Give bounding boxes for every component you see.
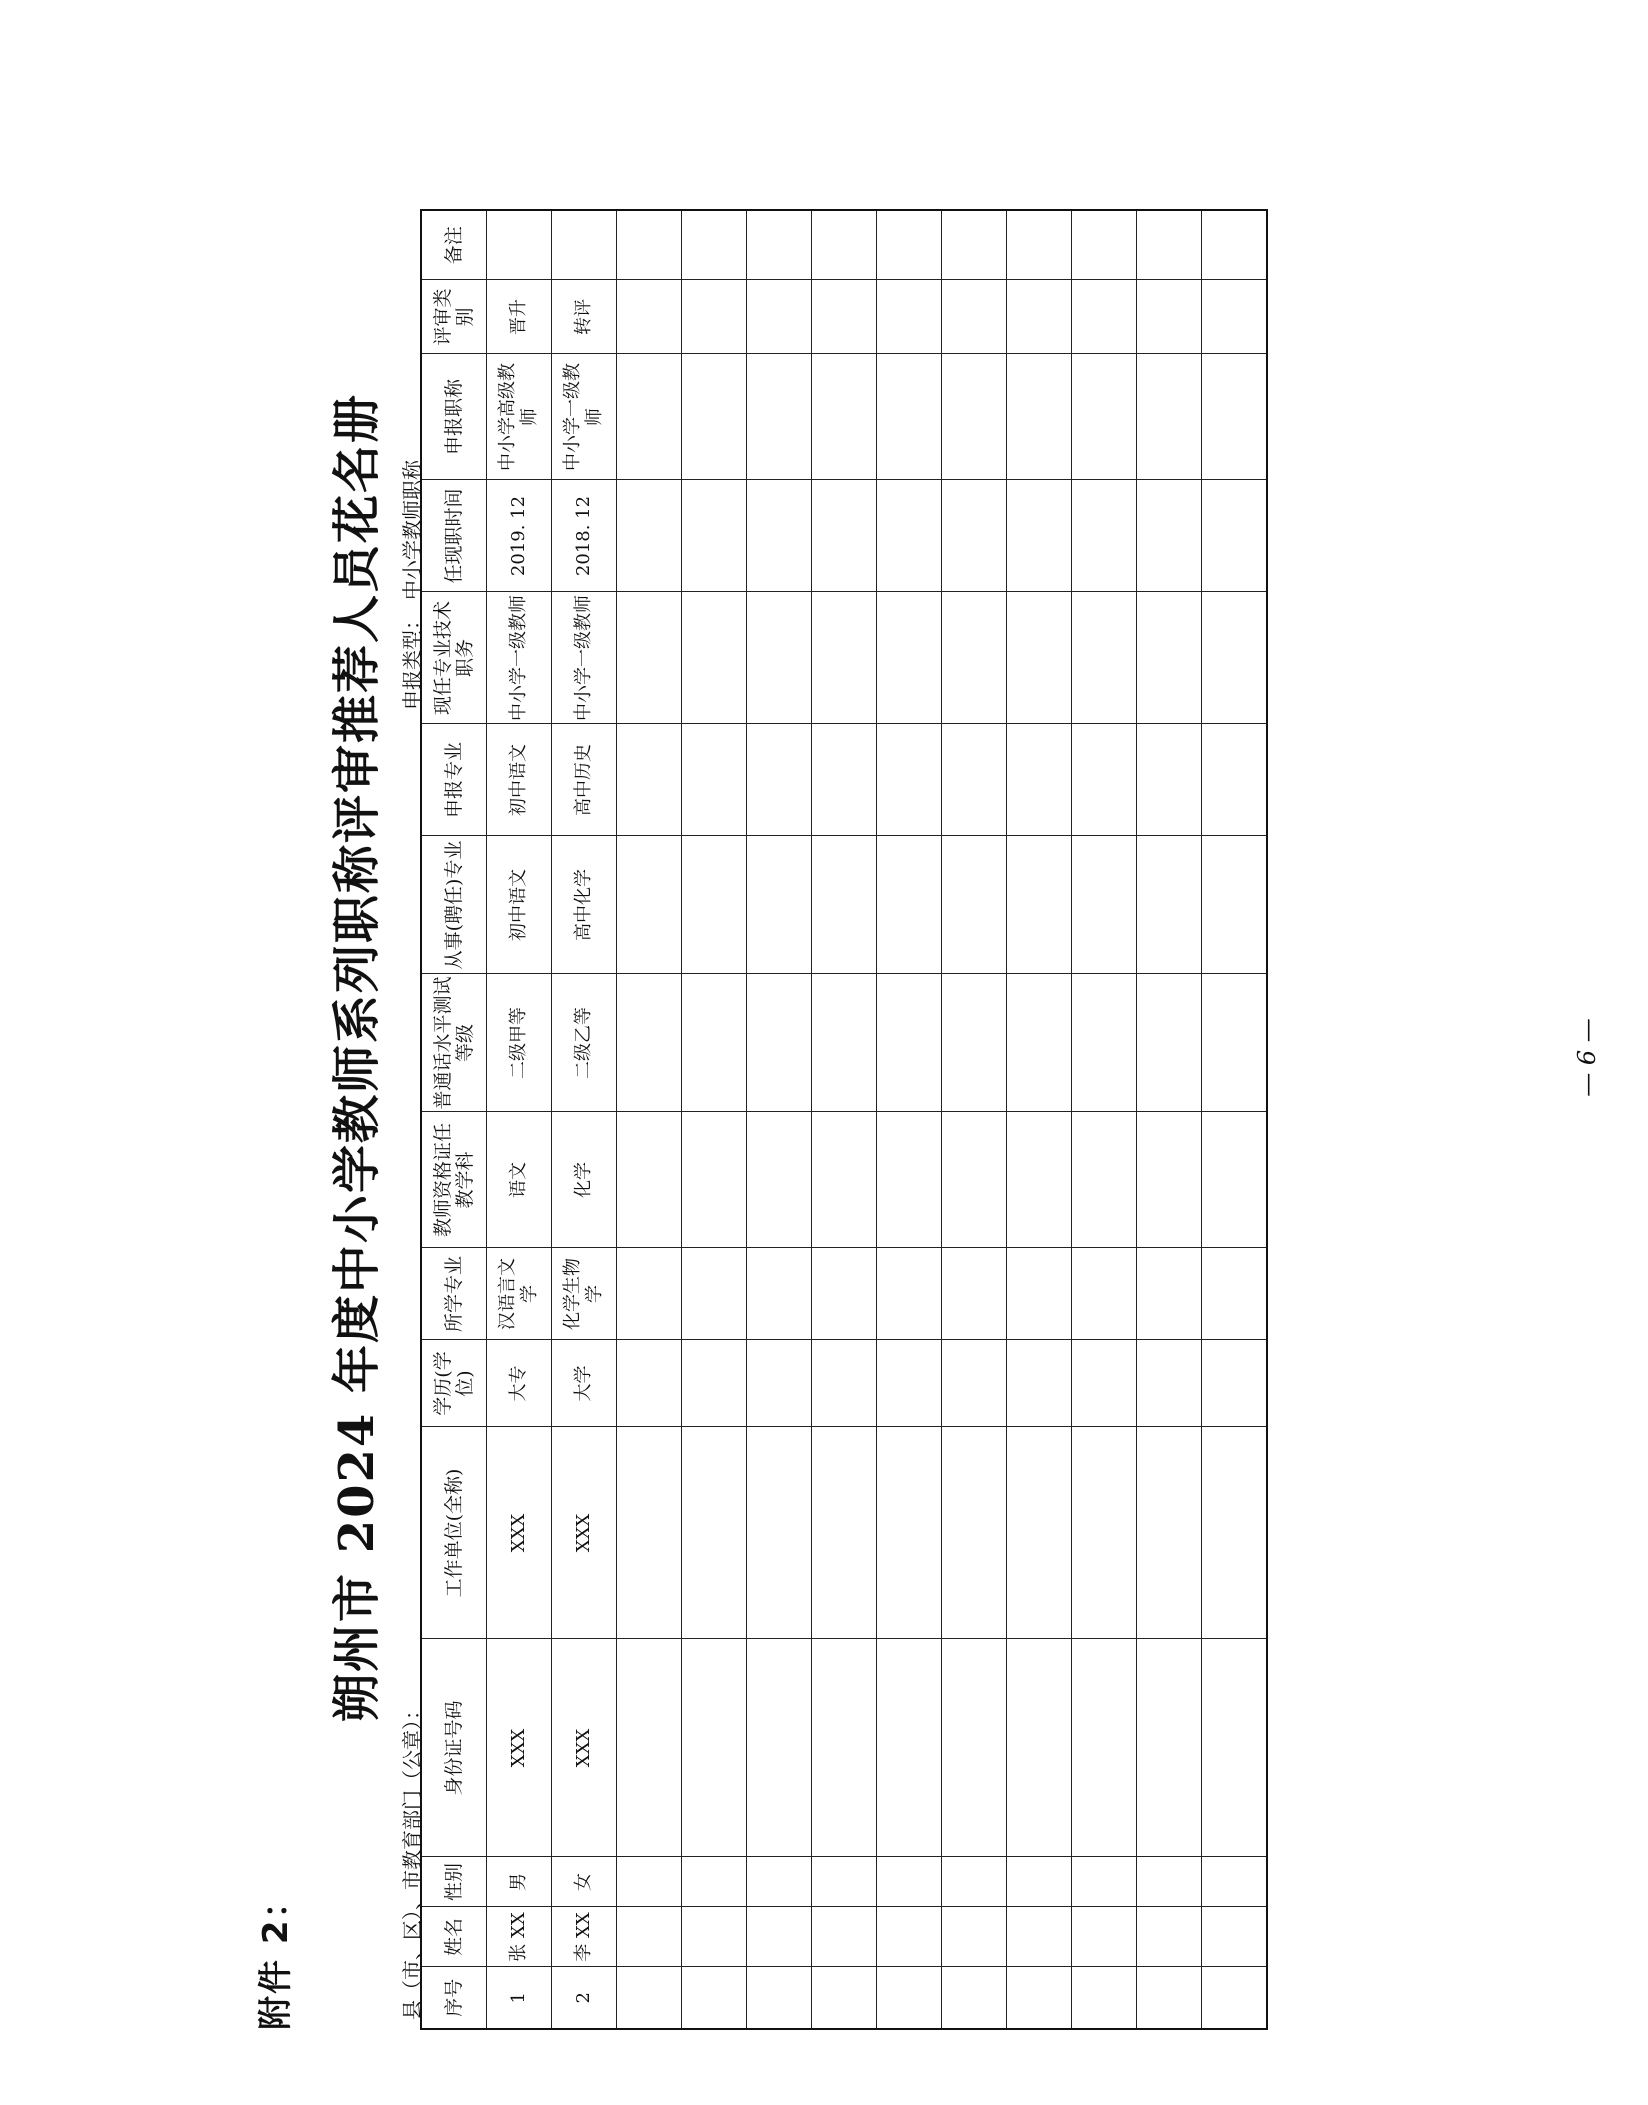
county-seal-label: 县（市、区）、市教育部门（公章）： bbox=[400, 1700, 424, 2020]
empty-cell bbox=[1202, 974, 1268, 1112]
empty-cell bbox=[942, 210, 1007, 280]
empty-cell bbox=[877, 1967, 942, 2029]
empty-cell bbox=[877, 1340, 942, 1427]
empty-cell bbox=[617, 974, 682, 1112]
page-title: 朔州市 2024 年度中小学教师系列职称评审推荐人员花名册 bbox=[329, 392, 385, 1723]
table-cell: 张 XX bbox=[487, 1907, 552, 1967]
empty-cell bbox=[877, 1427, 942, 1639]
empty-table-row bbox=[877, 210, 942, 2029]
empty-cell bbox=[942, 1427, 1007, 1639]
empty-cell bbox=[812, 354, 877, 480]
table-cell: 2019. 12 bbox=[487, 480, 552, 592]
empty-cell bbox=[1202, 1248, 1268, 1340]
empty-cell bbox=[1202, 1427, 1268, 1639]
empty-cell bbox=[1202, 480, 1268, 592]
empty-cell bbox=[1007, 354, 1072, 480]
col-header-certificate-subject: 教师资格证任教学科 bbox=[421, 1112, 487, 1248]
table-cell: XXX bbox=[487, 1427, 552, 1639]
empty-cell bbox=[682, 592, 747, 724]
empty-cell bbox=[1072, 354, 1137, 480]
empty-cell bbox=[1007, 280, 1072, 354]
empty-cell bbox=[747, 836, 812, 974]
empty-cell bbox=[1072, 210, 1137, 280]
col-header-seq: 序号 bbox=[421, 1967, 487, 2029]
empty-cell bbox=[1137, 1907, 1202, 1967]
empty-cell bbox=[812, 974, 877, 1112]
empty-cell bbox=[617, 1248, 682, 1340]
col-header-remarks: 备注 bbox=[421, 210, 487, 280]
empty-table-row bbox=[747, 210, 812, 2029]
empty-cell bbox=[617, 836, 682, 974]
empty-cell bbox=[682, 480, 747, 592]
empty-cell bbox=[1007, 592, 1072, 724]
table-cell: 晋升 bbox=[487, 280, 552, 354]
empty-cell bbox=[747, 354, 812, 480]
table-cell: 语文 bbox=[487, 1112, 552, 1248]
table-cell: 男 bbox=[487, 1857, 552, 1907]
empty-cell bbox=[877, 836, 942, 974]
empty-cell bbox=[1137, 1248, 1202, 1340]
empty-cell bbox=[617, 1967, 682, 2029]
empty-cell bbox=[747, 480, 812, 592]
empty-cell bbox=[1202, 1639, 1268, 1857]
empty-cell bbox=[747, 1112, 812, 1248]
empty-cell bbox=[942, 480, 1007, 592]
table-cell: 初中语文 bbox=[487, 836, 552, 974]
empty-cell bbox=[812, 1340, 877, 1427]
empty-cell bbox=[617, 592, 682, 724]
empty-cell bbox=[1072, 1427, 1137, 1639]
empty-cell bbox=[617, 280, 682, 354]
col-header-applied-major: 申报专业 bbox=[421, 724, 487, 836]
table-cell bbox=[552, 210, 617, 280]
empty-cell bbox=[682, 1248, 747, 1340]
table-cell: 初中语文 bbox=[487, 724, 552, 836]
empty-table-row bbox=[1072, 210, 1137, 2029]
empty-cell bbox=[1137, 1967, 1202, 2029]
empty-cell bbox=[1202, 1340, 1268, 1427]
empty-cell bbox=[1137, 210, 1202, 280]
empty-cell bbox=[617, 1857, 682, 1907]
empty-cell bbox=[617, 1112, 682, 1248]
empty-cell bbox=[617, 1907, 682, 1967]
empty-cell bbox=[682, 210, 747, 280]
table-cell: XXX bbox=[552, 1639, 617, 1857]
empty-cell bbox=[1072, 724, 1137, 836]
empty-cell bbox=[747, 1639, 812, 1857]
empty-cell bbox=[1007, 1248, 1072, 1340]
report-type-label: 申报类型： bbox=[400, 610, 424, 710]
empty-cell bbox=[812, 724, 877, 836]
empty-cell bbox=[812, 1857, 877, 1907]
empty-cell bbox=[1137, 280, 1202, 354]
empty-cell bbox=[747, 280, 812, 354]
empty-cell bbox=[942, 354, 1007, 480]
empty-cell bbox=[877, 1639, 942, 1857]
empty-cell bbox=[942, 1112, 1007, 1248]
empty-cell bbox=[1202, 592, 1268, 724]
empty-cell bbox=[617, 210, 682, 280]
table-cell: 汉语言文学 bbox=[487, 1248, 552, 1340]
table-cell: 大专 bbox=[487, 1340, 552, 1427]
empty-table-row bbox=[617, 210, 682, 2029]
table-cell: 2 bbox=[552, 1967, 617, 2029]
empty-cell bbox=[1137, 836, 1202, 974]
roster-body bbox=[487, 210, 1268, 2029]
empty-cell bbox=[1202, 280, 1268, 354]
empty-cell bbox=[1202, 724, 1268, 836]
table-row bbox=[487, 210, 552, 2029]
table-cell: 二级甲等 bbox=[487, 974, 552, 1112]
empty-cell bbox=[747, 1907, 812, 1967]
landscape-page bbox=[248, 85, 1648, 2030]
table-cell: 高中历史 bbox=[552, 724, 617, 836]
empty-cell bbox=[747, 974, 812, 1112]
empty-cell bbox=[812, 210, 877, 280]
empty-cell bbox=[877, 354, 942, 480]
empty-cell bbox=[812, 1639, 877, 1857]
empty-cell bbox=[1007, 1427, 1072, 1639]
empty-cell bbox=[877, 1112, 942, 1248]
empty-cell bbox=[682, 1639, 747, 1857]
empty-cell bbox=[812, 1427, 877, 1639]
table-header-row bbox=[421, 210, 487, 2029]
empty-table-row bbox=[1007, 210, 1072, 2029]
col-header-gender: 性别 bbox=[421, 1857, 487, 1907]
empty-cell bbox=[877, 724, 942, 836]
empty-cell bbox=[1137, 480, 1202, 592]
empty-cell bbox=[1072, 1967, 1137, 2029]
empty-cell bbox=[1202, 1857, 1268, 1907]
empty-cell bbox=[1202, 1112, 1268, 1248]
empty-cell bbox=[1007, 724, 1072, 836]
empty-cell bbox=[1072, 480, 1137, 592]
empty-cell bbox=[747, 1340, 812, 1427]
table-cell: XXX bbox=[552, 1427, 617, 1639]
col-header-appointment-time: 任现职时间 bbox=[421, 480, 487, 592]
empty-cell bbox=[682, 1857, 747, 1907]
empty-cell bbox=[812, 836, 877, 974]
empty-cell bbox=[1137, 1639, 1202, 1857]
empty-cell bbox=[1007, 1907, 1072, 1967]
page-number: — 6 — bbox=[1573, 1018, 1601, 1097]
empty-cell bbox=[682, 836, 747, 974]
empty-table-row bbox=[682, 210, 747, 2029]
empty-cell bbox=[747, 1967, 812, 2029]
empty-cell bbox=[617, 354, 682, 480]
col-header-employed-major: 从事(聘任)专业 bbox=[421, 836, 487, 974]
empty-cell bbox=[682, 1967, 747, 2029]
table-cell: 2018. 12 bbox=[552, 480, 617, 592]
empty-cell bbox=[877, 210, 942, 280]
empty-cell bbox=[877, 280, 942, 354]
col-header-mandarin-level: 普通话水平测试等级 bbox=[421, 974, 487, 1112]
empty-cell bbox=[812, 1248, 877, 1340]
empty-cell bbox=[1072, 1340, 1137, 1427]
empty-cell bbox=[812, 480, 877, 592]
table-cell bbox=[487, 210, 552, 280]
table-cell: 化学 bbox=[552, 1112, 617, 1248]
empty-cell bbox=[877, 974, 942, 1112]
empty-cell bbox=[682, 354, 747, 480]
empty-cell bbox=[1072, 836, 1137, 974]
col-header-applied-title: 申报职称 bbox=[421, 354, 487, 480]
col-header-id-number: 身份证号码 bbox=[421, 1639, 487, 1857]
empty-cell bbox=[1202, 354, 1268, 480]
empty-cell bbox=[747, 592, 812, 724]
empty-cell bbox=[1137, 724, 1202, 836]
attachment-label: 附件 2： bbox=[256, 1882, 296, 2030]
table-cell: 中小学一级教师 bbox=[552, 354, 617, 480]
empty-cell bbox=[1007, 1340, 1072, 1427]
empty-cell bbox=[747, 1427, 812, 1639]
empty-cell bbox=[1072, 1907, 1137, 1967]
empty-cell bbox=[1007, 1639, 1072, 1857]
table-cell: 转评 bbox=[552, 280, 617, 354]
empty-table-row bbox=[1137, 210, 1202, 2029]
empty-table-row bbox=[1202, 210, 1268, 2029]
empty-cell bbox=[877, 1907, 942, 1967]
empty-cell bbox=[877, 592, 942, 724]
empty-cell bbox=[877, 480, 942, 592]
empty-cell bbox=[942, 1967, 1007, 2029]
empty-cell bbox=[1202, 836, 1268, 974]
empty-cell bbox=[1007, 1857, 1072, 1907]
table-cell: 1 bbox=[487, 1967, 552, 2029]
report-type-value: 中小学教师职称 bbox=[400, 460, 424, 600]
table-cell: 大学 bbox=[552, 1340, 617, 1427]
col-header-current-title: 现任专业技术职务 bbox=[421, 592, 487, 724]
table-cell: 李 XX bbox=[552, 1907, 617, 1967]
table-cell: XXX bbox=[487, 1639, 552, 1857]
empty-table-row bbox=[812, 210, 877, 2029]
empty-cell bbox=[812, 1967, 877, 2029]
empty-cell bbox=[1202, 210, 1268, 280]
empty-cell bbox=[942, 974, 1007, 1112]
empty-cell bbox=[682, 280, 747, 354]
empty-cell bbox=[1007, 480, 1072, 592]
empty-cell bbox=[1137, 1427, 1202, 1639]
table-cell: 高中化学 bbox=[552, 836, 617, 974]
empty-cell bbox=[942, 592, 1007, 724]
empty-cell bbox=[812, 1907, 877, 1967]
empty-cell bbox=[1072, 592, 1137, 724]
empty-cell bbox=[812, 592, 877, 724]
empty-cell bbox=[682, 1427, 747, 1639]
empty-cell bbox=[617, 1340, 682, 1427]
empty-cell bbox=[1007, 210, 1072, 280]
empty-cell bbox=[617, 1427, 682, 1639]
empty-cell bbox=[877, 1248, 942, 1340]
empty-cell bbox=[617, 1639, 682, 1857]
empty-cell bbox=[1202, 1967, 1268, 2029]
empty-cell bbox=[1007, 1112, 1072, 1248]
empty-cell bbox=[1072, 974, 1137, 1112]
empty-cell bbox=[812, 280, 877, 354]
empty-cell bbox=[1137, 974, 1202, 1112]
empty-cell bbox=[942, 280, 1007, 354]
empty-cell bbox=[747, 1857, 812, 1907]
col-header-education: 学历(学位) bbox=[421, 1340, 487, 1427]
table-row bbox=[552, 210, 617, 2029]
empty-cell bbox=[682, 1907, 747, 1967]
empty-table-row bbox=[942, 210, 1007, 2029]
table-cell: 二级乙等 bbox=[552, 974, 617, 1112]
empty-cell bbox=[617, 480, 682, 592]
empty-cell bbox=[1072, 1112, 1137, 1248]
empty-cell bbox=[682, 1340, 747, 1427]
empty-cell bbox=[1202, 1907, 1268, 1967]
table-cell: 女 bbox=[552, 1857, 617, 1907]
empty-cell bbox=[1072, 280, 1137, 354]
empty-cell bbox=[877, 1857, 942, 1907]
empty-cell bbox=[942, 1248, 1007, 1340]
table-cell: 中小学高级教师 bbox=[487, 354, 552, 480]
col-header-review-type: 评审类别 bbox=[421, 280, 487, 354]
empty-cell bbox=[1137, 1857, 1202, 1907]
empty-cell bbox=[682, 974, 747, 1112]
col-header-major: 所学专业 bbox=[421, 1248, 487, 1340]
table-cell: 中小学一级教师 bbox=[487, 592, 552, 724]
empty-cell bbox=[1007, 974, 1072, 1112]
col-header-name: 姓名 bbox=[421, 1907, 487, 1967]
empty-cell bbox=[942, 1857, 1007, 1907]
table-cell: 化学生物学 bbox=[552, 1248, 617, 1340]
empty-cell bbox=[1007, 1967, 1072, 2029]
empty-cell bbox=[942, 836, 1007, 974]
empty-cell bbox=[1137, 354, 1202, 480]
empty-cell bbox=[942, 724, 1007, 836]
empty-cell bbox=[1137, 1340, 1202, 1427]
empty-cell bbox=[1072, 1857, 1137, 1907]
empty-cell bbox=[942, 1639, 1007, 1857]
empty-cell bbox=[747, 724, 812, 836]
empty-cell bbox=[747, 210, 812, 280]
empty-cell bbox=[1137, 592, 1202, 724]
empty-cell bbox=[1007, 836, 1072, 974]
col-header-work-unit: 工作单位(全称) bbox=[421, 1427, 487, 1639]
empty-cell bbox=[682, 724, 747, 836]
empty-cell bbox=[1137, 1112, 1202, 1248]
table-cell: 中小学一级教师 bbox=[552, 592, 617, 724]
empty-cell bbox=[812, 1112, 877, 1248]
empty-cell bbox=[942, 1340, 1007, 1427]
empty-cell bbox=[747, 1248, 812, 1340]
empty-cell bbox=[1072, 1248, 1137, 1340]
roster-table bbox=[420, 209, 1268, 2030]
empty-cell bbox=[682, 1112, 747, 1248]
empty-cell bbox=[617, 724, 682, 836]
empty-cell bbox=[1072, 1639, 1137, 1857]
empty-cell bbox=[942, 1907, 1007, 1967]
